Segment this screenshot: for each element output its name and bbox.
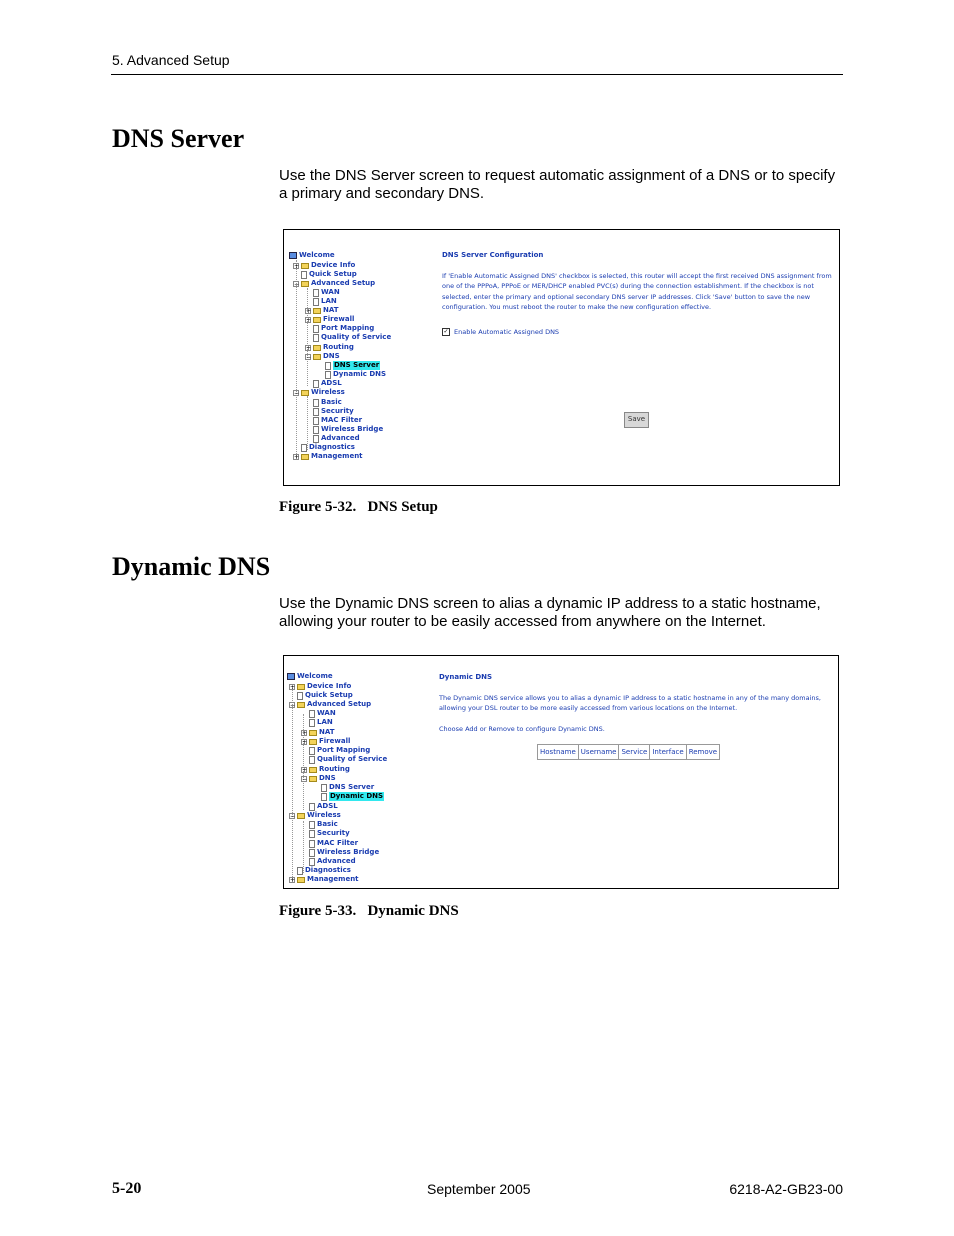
page-icon xyxy=(309,840,315,848)
collapse-icon[interactable]: − xyxy=(294,280,300,288)
nav-tree xyxy=(284,656,434,889)
page-icon xyxy=(313,417,319,425)
tree-advanced-setup[interactable]: − Advanced Setup xyxy=(290,700,372,709)
folder-icon xyxy=(313,345,321,351)
folder-icon xyxy=(309,730,317,736)
page-icon xyxy=(297,867,303,875)
panel-description: The Dynamic DNS service allows you to alias a dynamic IP address to a static hostname in any of the many domains, allowing your DSL router to be more easily accessed from various locations on the Internet. xyxy=(439,693,821,712)
tree-wireless-bridge[interactable]: Wireless Bridge xyxy=(313,425,383,434)
collapse-icon[interactable]: − xyxy=(290,812,296,820)
tree-lan[interactable]: LAN xyxy=(309,718,333,727)
tree-dynamic-dns[interactable]: Dynamic DNS xyxy=(321,792,384,801)
footer-date: September 2005 xyxy=(427,1181,531,1197)
tree-security[interactable]: Security xyxy=(309,829,350,838)
screenshot-dns-setup xyxy=(283,229,840,486)
page-icon xyxy=(313,435,319,443)
tree-wireless-bridge[interactable]: Wireless Bridge xyxy=(309,848,379,857)
tree-device-info[interactable]: + Device Info xyxy=(294,261,356,270)
folder-icon xyxy=(313,354,321,360)
folder-icon xyxy=(297,877,305,883)
folder-icon xyxy=(301,454,309,460)
tree-routing[interactable]: + Routing xyxy=(302,765,350,774)
tree-basic[interactable]: Basic xyxy=(313,398,342,407)
tree-nat[interactable]: + NAT xyxy=(306,306,339,315)
page-icon xyxy=(313,408,319,416)
page-icon xyxy=(297,692,303,700)
column-hostname: Hostname xyxy=(538,745,579,760)
folder-icon xyxy=(297,702,305,708)
tree-security[interactable]: Security xyxy=(313,407,354,416)
tree-adsl[interactable]: ADSL xyxy=(313,379,342,388)
column-interface: Interface xyxy=(650,745,686,760)
tree-wireless[interactable]: − Wireless xyxy=(290,811,341,820)
page-icon xyxy=(313,289,319,297)
ddns-table xyxy=(537,744,720,760)
tree-dns[interactable]: − DNS xyxy=(306,352,340,361)
table-header-row xyxy=(538,745,720,760)
tree-dns-server[interactable]: DNS Server xyxy=(325,361,380,370)
figure-caption-dynamic-dns: Figure 5-33. Dynamic DNS xyxy=(279,903,459,919)
panel-title: Dynamic DNS xyxy=(439,673,493,681)
tree-firewall[interactable]: + Firewall xyxy=(306,315,355,324)
tree-wan[interactable]: WAN xyxy=(313,288,340,297)
auto-dns-checkbox-row[interactable] xyxy=(442,327,834,338)
expand-icon[interactable]: + xyxy=(294,453,300,461)
nav-tree xyxy=(284,230,434,486)
page-icon xyxy=(313,426,319,434)
page-icon xyxy=(309,821,315,829)
expand-icon[interactable]: + xyxy=(294,262,300,270)
tree-quick-setup[interactable]: Quick Setup xyxy=(301,270,357,279)
tree-mac-filter[interactable]: MAC Filter xyxy=(313,416,362,425)
tree-advanced[interactable]: Advanced xyxy=(309,857,356,866)
section-heading-dynamic-dns: Dynamic DNS xyxy=(112,552,271,581)
monitor-icon xyxy=(287,673,295,680)
expand-icon[interactable]: + xyxy=(290,876,296,884)
section-heading-dns-server: DNS Server xyxy=(112,124,245,153)
folder-icon xyxy=(313,317,321,323)
page-icon xyxy=(309,803,315,811)
expand-icon[interactable]: + xyxy=(302,766,308,774)
tree-routing[interactable]: + Routing xyxy=(306,343,354,352)
tree-quick-setup[interactable]: Quick Setup xyxy=(297,691,353,700)
tree-dns-server[interactable]: DNS Server xyxy=(321,783,374,792)
page-icon xyxy=(313,325,319,333)
folder-icon xyxy=(313,308,321,314)
tree-advanced-setup[interactable]: − Advanced Setup xyxy=(294,279,376,288)
page-icon xyxy=(321,793,327,801)
checkbox-label: Enable Automatic Assigned DNS xyxy=(454,327,560,336)
collapse-icon[interactable]: − xyxy=(306,353,312,361)
tree-wireless[interactable]: − Wireless xyxy=(294,388,345,397)
folder-icon xyxy=(301,281,309,287)
page-icon xyxy=(309,710,315,718)
section-intro-dns-server: Use the DNS Server screen to request automatic assignment of a DNS or to specify a primary and secondary DNS. xyxy=(279,167,836,202)
dns-config-panel xyxy=(442,250,834,337)
collapse-icon[interactable]: − xyxy=(302,775,308,783)
page-icon xyxy=(301,271,307,279)
tree-dns[interactable]: − DNS xyxy=(302,774,336,783)
folder-icon xyxy=(309,739,317,745)
column-username: Username xyxy=(578,745,619,760)
page-icon xyxy=(309,756,315,764)
collapse-icon[interactable]: − xyxy=(290,701,296,709)
folder-icon xyxy=(309,767,317,773)
tree-management[interactable]: + Management xyxy=(290,875,359,884)
tree-port-mapping[interactable]: Port Mapping xyxy=(309,746,370,755)
tree-welcome[interactable]: Welcome xyxy=(287,672,333,681)
page-icon xyxy=(309,719,315,727)
page-icon xyxy=(309,830,315,838)
figure-caption-dns-setup: Figure 5-32. DNS Setup xyxy=(279,499,438,515)
running-head: 5. Advanced Setup xyxy=(112,52,230,68)
page-icon xyxy=(325,362,331,370)
footer-page-number: 5-20 xyxy=(112,1180,142,1197)
panel-title: DNS Server Configuration xyxy=(442,251,544,259)
tree-welcome[interactable]: Welcome xyxy=(289,251,335,260)
page-icon xyxy=(309,858,315,866)
column-service: Service xyxy=(619,745,650,760)
expand-icon[interactable]: + xyxy=(290,683,296,691)
page-icon xyxy=(301,444,307,452)
page-icon xyxy=(321,784,327,792)
tree-basic[interactable]: Basic xyxy=(309,820,338,829)
tree-qos[interactable]: Quality of Service xyxy=(313,333,391,342)
page-icon xyxy=(309,849,315,857)
ddns-panel xyxy=(439,672,831,734)
folder-icon xyxy=(297,813,305,819)
tree-device-info[interactable]: + Device Info xyxy=(290,682,352,691)
folder-icon xyxy=(309,776,317,782)
page-icon xyxy=(313,334,319,342)
page-icon xyxy=(313,399,319,407)
expand-icon[interactable]: + xyxy=(306,307,312,315)
footer-doc-id: 6218-A2-GB23-00 xyxy=(729,1181,843,1197)
column-remove: Remove xyxy=(686,745,719,760)
folder-icon xyxy=(297,684,305,690)
tree-qos[interactable]: Quality of Service xyxy=(309,755,387,764)
tree-lan[interactable]: LAN xyxy=(313,297,337,306)
tree-adsl[interactable]: ADSL xyxy=(309,802,338,811)
tree-advanced[interactable]: Advanced xyxy=(313,434,360,443)
header-rule xyxy=(111,74,843,75)
page-icon xyxy=(313,380,319,388)
tree-diagnostics[interactable]: Diagnostics xyxy=(297,866,351,875)
expand-icon[interactable]: + xyxy=(306,316,312,324)
checkbox-icon[interactable]: ✓ xyxy=(443,327,449,335)
collapse-icon[interactable]: − xyxy=(294,389,300,397)
tree-management[interactable]: + Management xyxy=(294,452,363,461)
tree-nat[interactable]: + NAT xyxy=(302,728,335,737)
page-icon xyxy=(325,371,331,379)
monitor-icon xyxy=(289,252,297,259)
expand-icon[interactable]: + xyxy=(302,729,308,737)
page-icon xyxy=(313,298,319,306)
expand-icon[interactable]: + xyxy=(302,738,308,746)
expand-icon[interactable]: + xyxy=(306,344,312,352)
folder-icon xyxy=(301,390,309,396)
panel-description: If 'Enable Automatic Assigned DNS' checkbox is selected, this router will accept the first received DNS assignment from one of the PPPoA, PPPoE or MER/DHCP enabled PVC(s) during the connection establishment. If the checkbox is not selected, enter the primary and optional secondary DNS server IP addresses. Click 'Save' button to save the new configuration. You must reboot the router to make the new configuration effective. xyxy=(442,271,832,311)
tree-wan[interactable]: WAN xyxy=(309,709,336,718)
tree-diagnostics[interactable]: Diagnostics xyxy=(301,443,355,452)
screenshot-dynamic-dns xyxy=(283,655,839,889)
panel-instruction: Choose Add or Remove to configure Dynamic DNS. xyxy=(439,724,605,733)
tree-firewall[interactable]: + Firewall xyxy=(302,737,351,746)
save-button[interactable]: Save xyxy=(624,412,649,428)
page-icon xyxy=(309,747,315,755)
tree-mac-filter[interactable]: MAC Filter xyxy=(309,839,358,848)
tree-dynamic-dns[interactable]: Dynamic DNS xyxy=(325,370,386,379)
tree-port-mapping[interactable]: Port Mapping xyxy=(313,324,374,333)
folder-icon xyxy=(301,263,309,269)
section-intro-dynamic-dns: Use the Dynamic DNS screen to alias a dynamic IP address to a static hostname, allowing your router to be easily accessed from anywhere on the Internet. xyxy=(279,595,821,630)
